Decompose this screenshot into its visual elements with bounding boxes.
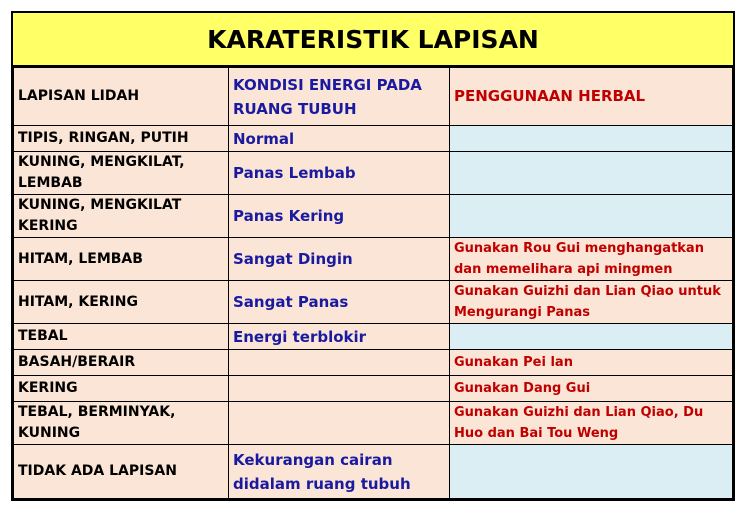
cell-lapisan: KUNING, MENGKILAT KERING	[14, 195, 229, 238]
cell-lapisan: BASAH/BERAIR	[14, 350, 229, 376]
table-row	[14, 152, 733, 195]
header-lapisan-lidah: LAPISAN LIDAH	[14, 68, 229, 126]
table-row	[14, 281, 733, 324]
cell-herbal	[450, 152, 733, 195]
cell-lapisan: HITAM, KERING	[14, 281, 229, 324]
cell-lapisan: TIPIS, RINGAN, PUTIH	[14, 126, 229, 152]
table-row	[14, 350, 733, 376]
cell-kondisi: Energi terblokir	[229, 324, 450, 350]
table-title: KARATERISTIK LAPISAN	[13, 13, 733, 67]
table-row	[14, 126, 733, 152]
cell-kondisi: Panas Kering	[229, 195, 450, 238]
characteristics-table	[13, 67, 733, 499]
cell-kondisi: Normal	[229, 126, 450, 152]
cell-herbal	[450, 195, 733, 238]
header-row	[14, 68, 733, 126]
cell-herbal: Gunakan Guizhi dan Lian Qiao untuk Mengurangi Panas	[450, 281, 733, 324]
cell-herbal: Gunakan Dang Gui	[450, 376, 733, 402]
cell-kondisi	[229, 376, 450, 402]
cell-herbal	[450, 126, 733, 152]
cell-kondisi: Kekurangan cairan didalam ruang tubuh	[229, 445, 450, 499]
characteristics-table-frame	[11, 11, 735, 501]
cell-lapisan: KUNING, MENGKILAT, LEMBAB	[14, 152, 229, 195]
cell-lapisan: TEBAL, BERMINYAK, KUNING	[14, 402, 229, 445]
table-row	[14, 238, 733, 281]
cell-lapisan: KERING	[14, 376, 229, 402]
cell-kondisi: Sangat Dingin	[229, 238, 450, 281]
cell-herbal: Gunakan Rou Gui menghangatkan dan memelihara api mingmen	[450, 238, 733, 281]
cell-kondisi: Panas Lembab	[229, 152, 450, 195]
cell-herbal	[450, 324, 733, 350]
table-row	[14, 445, 733, 499]
cell-herbal	[450, 445, 733, 499]
cell-lapisan: HITAM, LEMBAB	[14, 238, 229, 281]
cell-lapisan: TIDAK ADA LAPISAN	[14, 445, 229, 499]
table-row	[14, 402, 733, 445]
cell-kondisi	[229, 350, 450, 376]
cell-kondisi	[229, 402, 450, 445]
cell-herbal: Gunakan Guizhi dan Lian Qiao, Du Huo dan Bai Tou Weng	[450, 402, 733, 445]
table-row	[14, 195, 733, 238]
table-row	[14, 376, 733, 402]
cell-lapisan: TEBAL	[14, 324, 229, 350]
header-penggunaan-herbal: PENGGUNAAN HERBAL	[450, 68, 733, 126]
header-kondisi-energi: KONDISI ENERGI PADA RUANG TUBUH	[229, 68, 450, 126]
cell-kondisi: Sangat Panas	[229, 281, 450, 324]
cell-herbal: Gunakan Pei lan	[450, 350, 733, 376]
table-row	[14, 324, 733, 350]
